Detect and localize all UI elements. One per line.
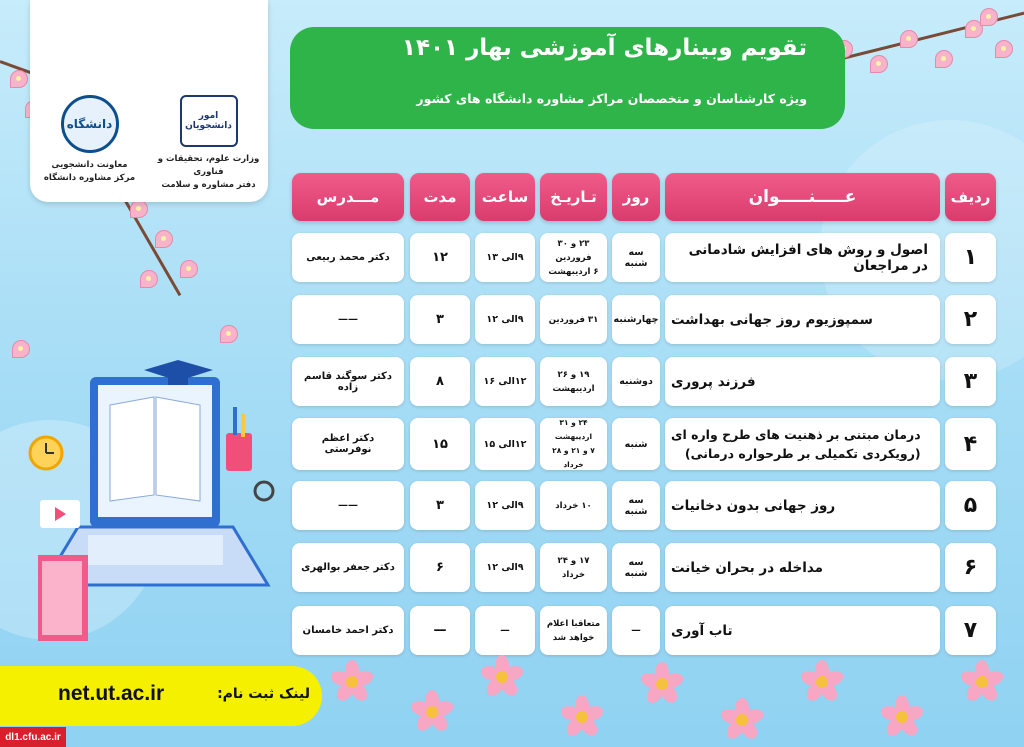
webinar-duration: ۶ — [410, 543, 470, 592]
row-number: ۵ — [945, 481, 996, 530]
registration-label: لینک ثبت نام: — [217, 686, 310, 702]
webinar-date: ۳۱ فروردین — [540, 295, 607, 344]
column-header-radif: ردیف — [945, 173, 996, 221]
university-org-text: معاونت دانشجویی مرکز مشاوره دانشگاه — [43, 160, 136, 183]
blossom-icon — [180, 260, 198, 278]
blossom-icon — [140, 270, 158, 288]
flower-icon — [960, 660, 1004, 704]
webinar-instructor: دکتر سوگند قاسم زاده — [292, 357, 404, 406]
university-mark: دانشگاه — [66, 117, 113, 131]
blossom-icon — [130, 200, 148, 218]
webinar-day: دوشنبه — [612, 357, 660, 406]
webinar-duration: ۱۲ — [410, 233, 470, 282]
column-header-title: عـــــنـــــوان — [665, 173, 940, 221]
webinar-time: ۱۲الی ۱۶ — [475, 357, 535, 406]
webinar-duration: — — [410, 606, 470, 655]
webinar-date: ۱۹ و ۲۶ اردیبهشت — [540, 357, 607, 406]
webinar-instructor: دکتر احمد خامسان — [292, 606, 404, 655]
column-header-instructor: مـــدرس — [292, 173, 404, 221]
webinar-title: مداخله در بحران خیانت — [665, 543, 940, 592]
webinar-time: ۹الی ۱۳ — [475, 233, 535, 282]
blossom-icon — [980, 8, 998, 26]
row-number: ۶ — [945, 543, 996, 592]
university-emblem-icon — [61, 95, 119, 153]
webinar-date: ۱۰ خرداد — [540, 481, 607, 530]
webinar-instructor: —— — [292, 295, 404, 344]
blossom-icon — [220, 325, 238, 343]
flower-icon — [560, 695, 604, 739]
webinar-duration: ۸ — [410, 357, 470, 406]
flower-icon — [800, 660, 844, 704]
webinar-title: تاب آوری — [665, 606, 940, 655]
webinar-day: چهارشنبه — [612, 295, 660, 344]
column-header-date: تـاریـخ — [540, 173, 607, 221]
ministry-logo — [149, 95, 268, 192]
blossom-icon — [935, 50, 953, 68]
webinar-time: ۱۲الی ۱۵ — [475, 418, 535, 470]
webinar-duration: ۳ — [410, 295, 470, 344]
webinar-title: فرزند پروری — [665, 357, 940, 406]
ministry-org-text: وزارت علوم، تحقیقات و فناوری دفتر مشاوره و سلامت — [157, 154, 260, 190]
webinar-duration: ۳ — [410, 481, 470, 530]
webinar-date: ۱۷ و ۲۴ خرداد — [540, 543, 607, 592]
laptop-illustration — [28, 345, 278, 645]
webinar-day: سه شنبه — [612, 233, 660, 282]
webinar-title: درمان مبتنی بر ذهنیت های طرح واره ای (رویکردی تکمیلی بر طرحواره درمانی) — [665, 418, 940, 470]
column-header-duration: مدت — [410, 173, 470, 221]
webinar-time: ۹الی ۱۲ — [475, 481, 535, 530]
row-number: ۳ — [945, 357, 996, 406]
webinar-title: اصول و روش های افزایش شادمانی در مراجعان — [665, 233, 940, 282]
webinar-title: روز جهانی بدون دخانیات — [665, 481, 940, 530]
registration-link[interactable]: net.ut.ac.ir — [58, 682, 165, 705]
webinar-time: — — [475, 606, 535, 655]
watermark: dl1.cfu.ac.ir — [0, 727, 66, 747]
webinar-duration: ۱۵ — [410, 418, 470, 470]
blossom-icon — [10, 70, 28, 88]
page-title: تقویم وبینارهای آموزشی بهار ۱۴۰۱ — [401, 35, 807, 61]
flower-icon — [480, 655, 524, 699]
ministry-mark: امور دانشجویان — [185, 111, 232, 131]
webinar-instructor: دکتر محمد ربیعی — [292, 233, 404, 282]
blossom-icon — [995, 40, 1013, 58]
webinar-instructor: دکتر جعفر بوالهری — [292, 543, 404, 592]
webinar-date: متعاقبا اعلام خواهد شد — [540, 606, 607, 655]
flower-icon — [880, 695, 924, 739]
page-subtitle: ویژه کارشناسان و متخصصان مراکز مشاوره دانشگاه های کشور — [416, 91, 807, 106]
webinar-day: سه شنبه — [612, 481, 660, 530]
webinar-day: — — [612, 606, 660, 655]
flower-icon — [640, 662, 684, 706]
column-header-day: روز — [612, 173, 660, 221]
webinar-instructor: —— — [292, 481, 404, 530]
registration-box — [0, 666, 322, 726]
university-logo — [30, 95, 149, 185]
column-header-time: ساعت — [475, 173, 535, 221]
title-banner — [290, 27, 845, 129]
row-number: ۷ — [945, 606, 996, 655]
blossom-icon — [155, 230, 173, 248]
flower-icon — [410, 690, 454, 734]
webinar-time: ۹الی ۱۲ — [475, 295, 535, 344]
pen-cup-icon — [226, 433, 252, 471]
flower-icon — [720, 698, 764, 742]
blossom-icon — [870, 55, 888, 73]
webinar-time: ۹الی ۱۲ — [475, 543, 535, 592]
webinar-instructor: دکتر اعظم نوفرستی — [292, 418, 404, 470]
webinar-date: ۲۳ و ۳۰ فروردین ۶ اردیبهشت — [540, 233, 607, 282]
flower-icon — [330, 660, 374, 704]
logo-panel — [30, 0, 268, 202]
webinar-day: شنبه — [612, 418, 660, 470]
blossom-icon — [900, 30, 918, 48]
row-number: ۱ — [945, 233, 996, 282]
webinar-date: ۲۴ و ۳۱ اردیبهشت ۷ و ۲۱ و ۲۸ خرداد — [540, 418, 607, 470]
magnifier-icon — [255, 482, 273, 500]
ministry-emblem-icon — [180, 95, 238, 147]
webinar-day: سه شنبه — [612, 543, 660, 592]
row-number: ۴ — [945, 418, 996, 470]
row-number: ۲ — [945, 295, 996, 344]
webinar-title: سمپوزیوم روز جهانی بهداشت — [665, 295, 940, 344]
